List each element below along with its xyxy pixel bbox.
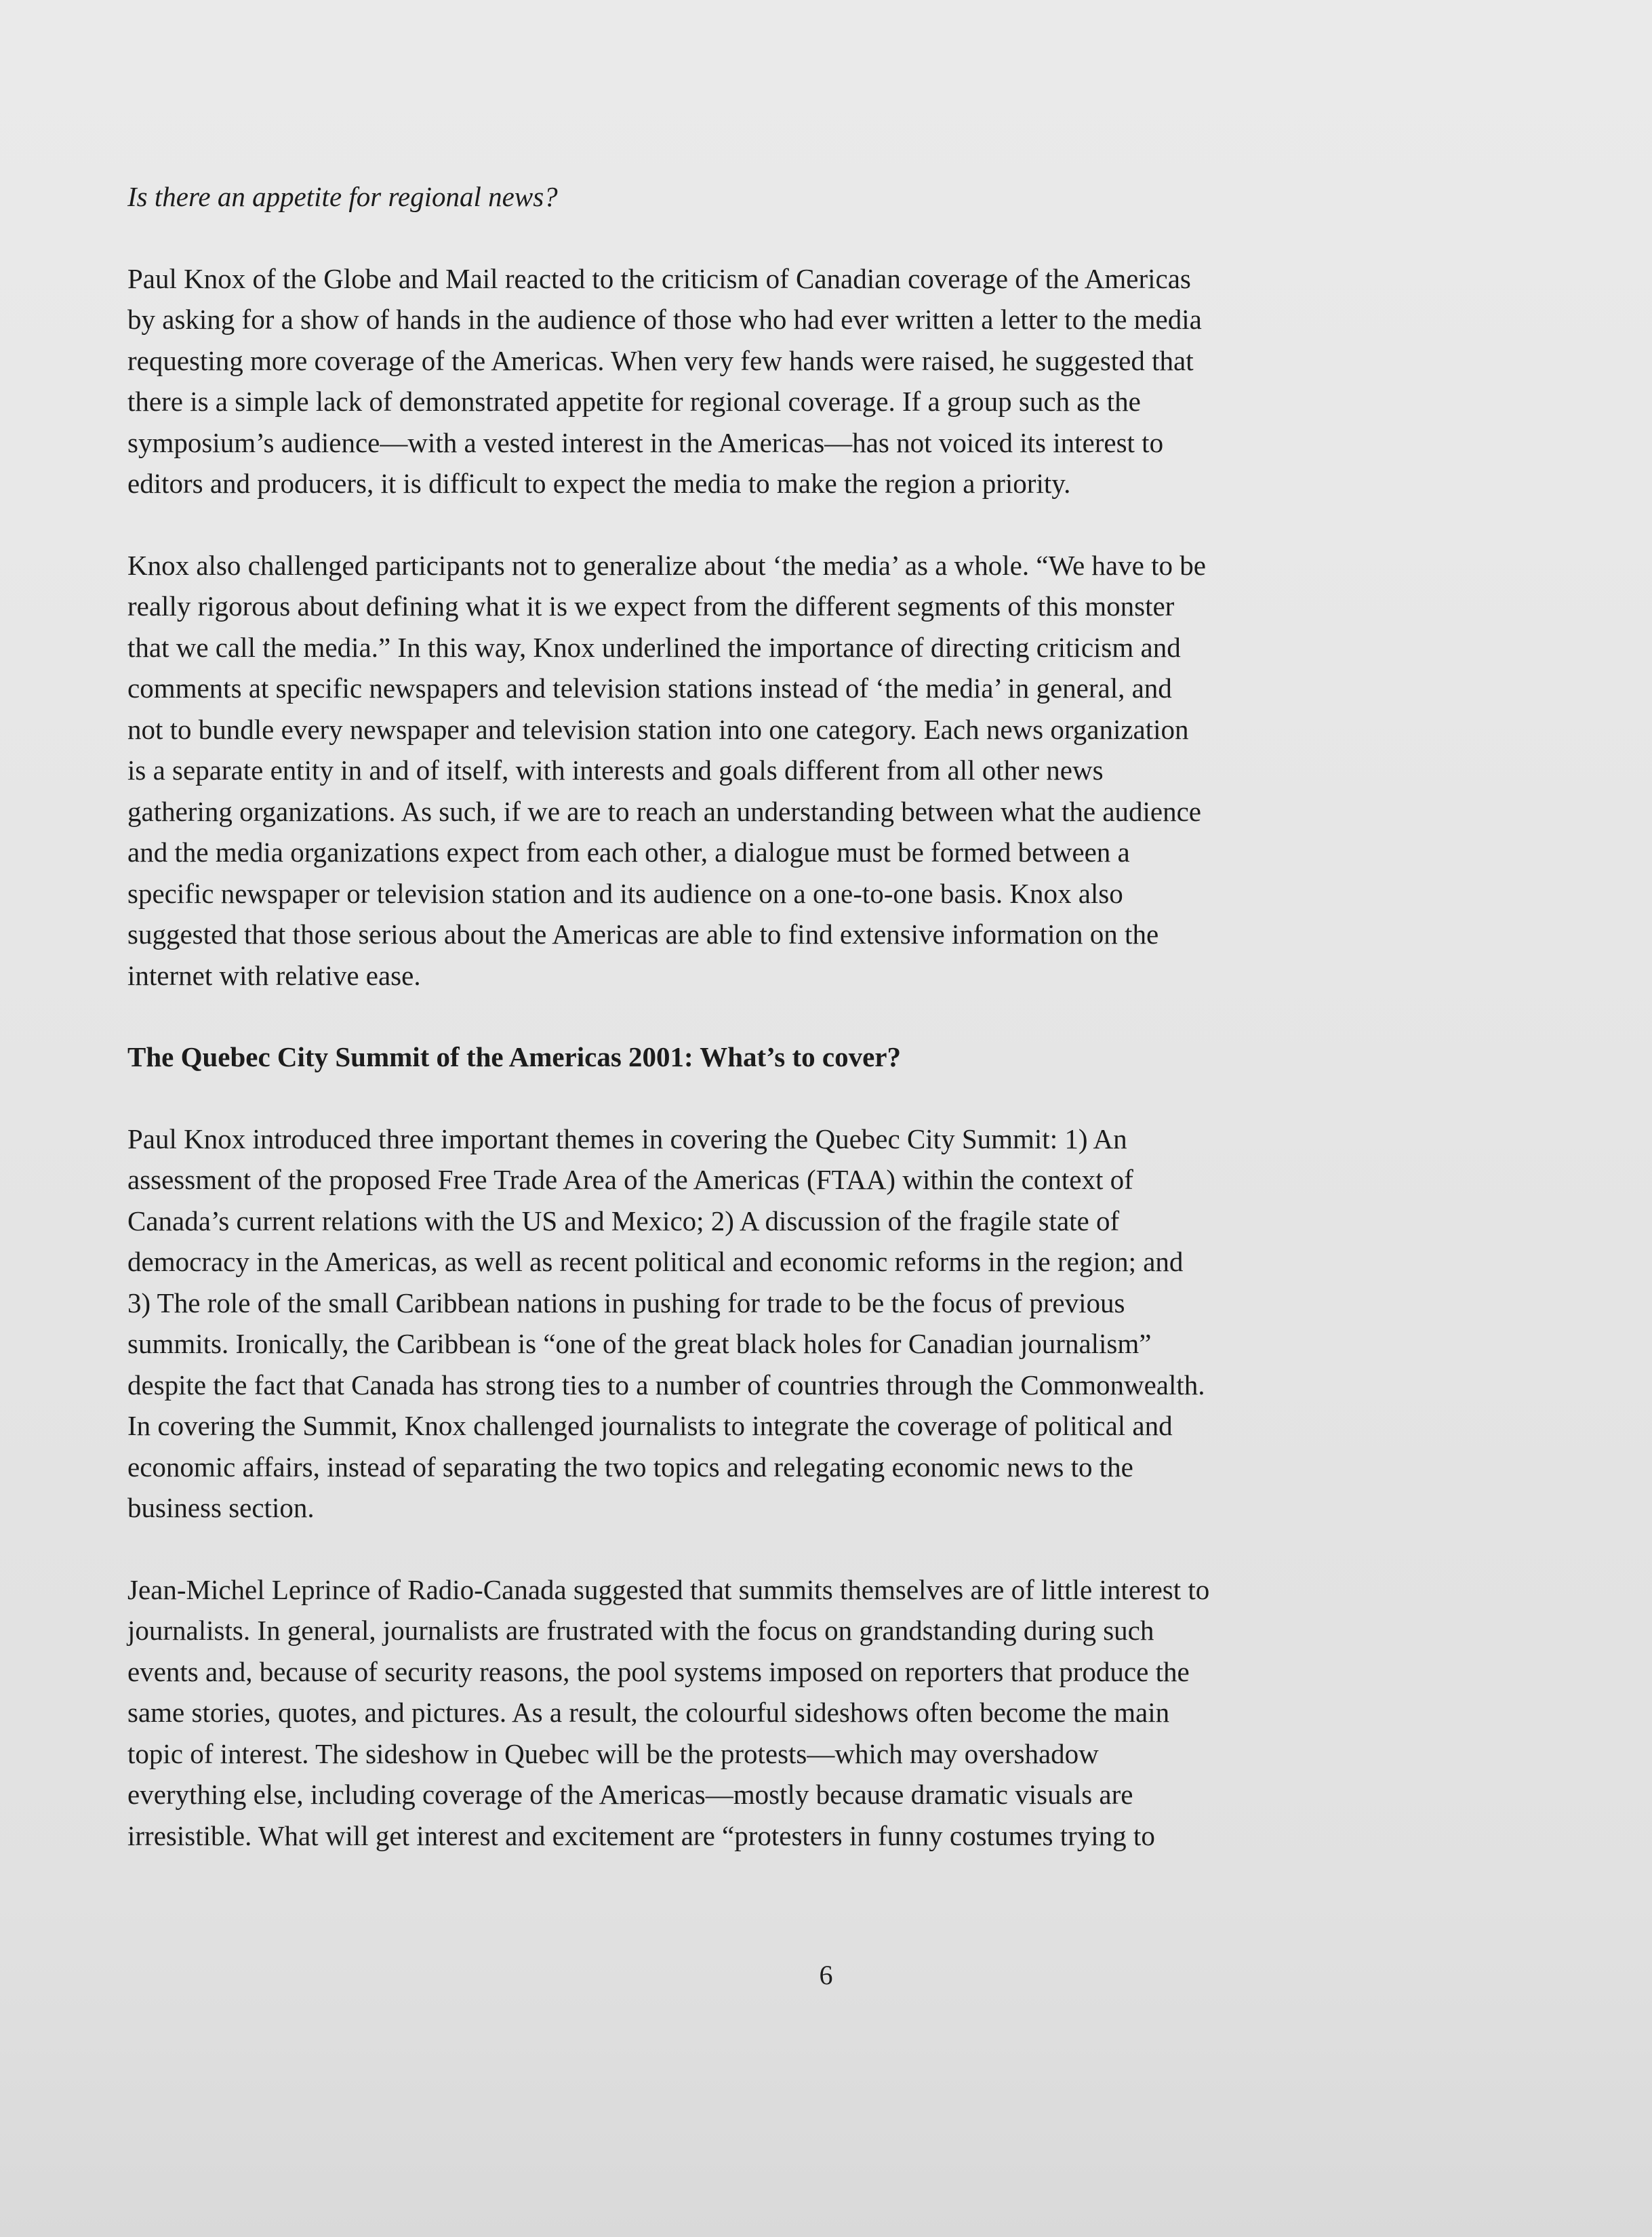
text-line: journalists. In general, journalists are frustrated with the focus on grandstanding during such	[127, 1615, 1154, 1646]
text-line: specific newspaper or television station and its audience on a one-to-one basis. Knox also	[127, 877, 1123, 909]
text-line: business section.	[127, 1492, 315, 1523]
document-body	[127, 176, 1483, 1897]
paragraph-three-themes	[127, 1118, 1483, 1529]
text-line: assessment of the proposed Free Trade Area of the Americas (FTAA) within the context of	[127, 1164, 1133, 1195]
text-line: and the media organizations expect from each other, a dialogue must be formed between a	[127, 837, 1130, 868]
text-line: gathering organizations. As such, if we are to reach an understanding between what the audience	[127, 795, 1202, 827]
text-line: Canada’s current relations with the US and Mexico; 2) A discussion of the fragile state of	[127, 1205, 1120, 1236]
subheading-regional-news: Is there an appetite for regional news?	[127, 181, 558, 212]
section-heading-quebec-summit: The Quebec City Summit of the Americas 2001: What’s to cover?	[127, 1041, 901, 1072]
text-line: by asking for a show of hands in the audience of those who had ever written a letter to the media	[127, 304, 1202, 335]
text-line: is a separate entity in and of itself, with interests and goals different from all other news	[127, 754, 1104, 786]
text-line: Knox also challenged participants not to generalize about ‘the media’ as a whole. “We have to be	[127, 549, 1206, 581]
text-line: there is a simple lack of demonstrated appetite for regional coverage. If a group such as the	[127, 386, 1141, 417]
text-line: Paul Knox of the Globe and Mail reacted to the criticism of Canadian coverage of the Americas	[127, 262, 1191, 294]
text-line: everything else, including coverage of the Americas—mostly because dramatic visuals are	[127, 1779, 1133, 1810]
text-line: internet with relative ease.	[127, 959, 421, 991]
text-line: comments at specific newspapers and television stations instead of ‘the media’ in general, and	[127, 672, 1172, 704]
paragraph-leprince	[127, 1569, 1483, 1857]
text-line: really rigorous about defining what it is we expect from the different segments of this monster	[127, 590, 1175, 622]
text-line: suggested that those serious about the Americas are able to find extensive information on the	[127, 919, 1159, 950]
text-line: economic affairs, instead of separating the two topics and relegating economic news to the	[127, 1451, 1133, 1483]
page-number: 6	[819, 1960, 833, 1990]
paragraph-generalize-media	[127, 545, 1483, 996]
text-line: Jean-Michel Leprince of Radio-Canada suggested that summits themselves are of little interest to	[127, 1573, 1210, 1605]
paragraph-appetite	[127, 258, 1483, 504]
text-line: despite the fact that Canada has strong ties to a number of countries through the Commonwealth.	[127, 1369, 1205, 1400]
text-line: that we call the media.” In this way, Knox underlined the importance of directing criticism and	[127, 631, 1181, 663]
text-line: irresistible. What will get interest and excitement are “protesters in funny costumes trying to	[127, 1819, 1155, 1851]
text-line: symposium’s audience—with a vested interest in the Americas—has not voiced its interest to	[127, 426, 1164, 458]
text-line: events and, because of security reasons, the pool systems imposed on reporters that produce the	[127, 1655, 1190, 1687]
text-line: requesting more coverage of the Americas. When very few hands were raised, he suggested that	[127, 344, 1194, 376]
text-line: topic of interest. The sideshow in Quebec will be the protests—which may overshadow	[127, 1737, 1099, 1769]
text-line: Paul Knox introduced three important themes in covering the Quebec City Summit: 1) An	[127, 1123, 1127, 1154]
text-line: summits. Ironically, the Caribbean is “one of the great black holes for Canadian journalism”	[127, 1328, 1152, 1359]
text-line: same stories, quotes, and pictures. As a result, the colourful sideshows often become the main	[127, 1697, 1170, 1728]
text-line: democracy in the Americas, as well as recent political and economic reforms in the region; and	[127, 1246, 1184, 1277]
text-line: 3) The role of the small Caribbean nations in pushing for trade to be the focus of previous	[127, 1287, 1125, 1318]
text-line: not to bundle every newspaper and television station into one category. Each news organization	[127, 713, 1189, 745]
text-line: In covering the Summit, Knox challenged journalists to integrate the coverage of political and	[127, 1410, 1173, 1441]
text-line: editors and producers, it is difficult to expect the media to make the region a priority.	[127, 468, 1071, 499]
